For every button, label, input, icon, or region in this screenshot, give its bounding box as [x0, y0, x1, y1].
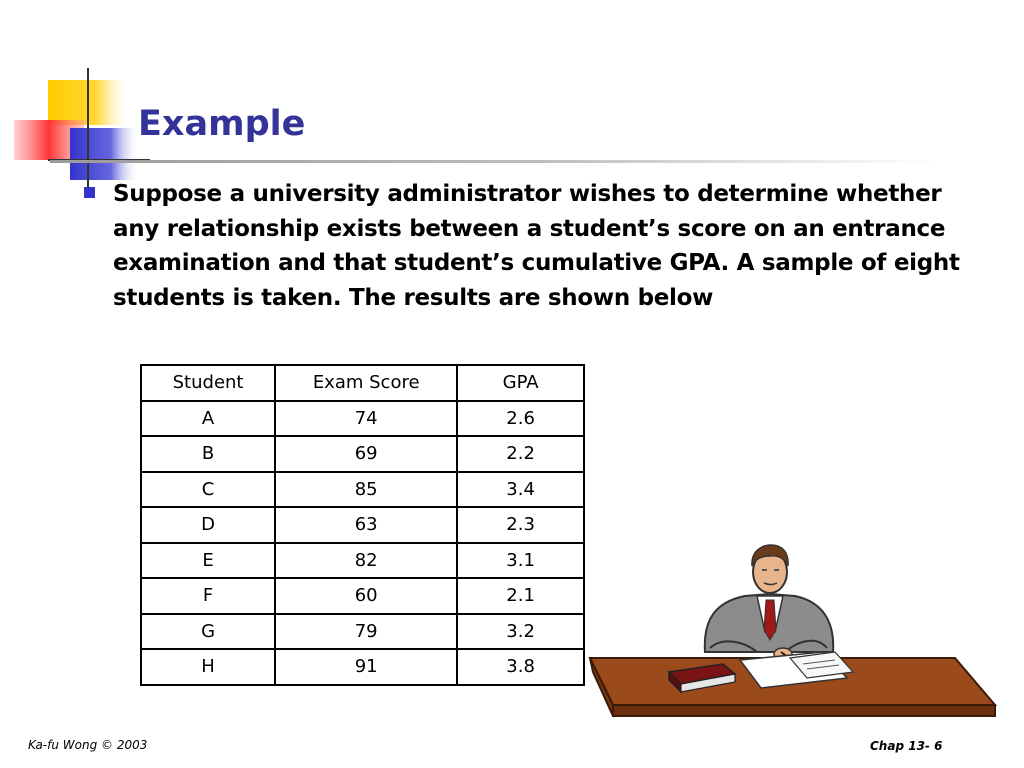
- cell-student: D: [141, 507, 275, 543]
- cell-student: C: [141, 472, 275, 508]
- cell-gpa: 3.1: [457, 543, 584, 579]
- corner-decoration-graphic: [0, 0, 150, 200]
- cell-student: G: [141, 614, 275, 650]
- table-row: [141, 472, 584, 508]
- footer-slide-number: Chap 13- 6: [870, 739, 943, 753]
- bullet-paragraph: Suppose a university administrator wishes to determine whether any relationship exists between a student’s score on an entrance examination and that student’s cumulative GPA. A sample of eight students is taken. The results are shown below: [113, 181, 960, 311]
- cell-exam-score: 69: [275, 436, 457, 472]
- title-underline-divider: [50, 160, 940, 163]
- table-row: [141, 507, 584, 543]
- cell-gpa: 2.2: [457, 436, 584, 472]
- cell-exam-score: 82: [275, 543, 457, 579]
- cell-exam-score: 60: [275, 578, 457, 614]
- header-gpa: GPA: [457, 365, 584, 401]
- businessman-at-desk-icon: [585, 540, 1000, 722]
- slide-title: Example: [138, 104, 306, 144]
- cell-student: B: [141, 436, 275, 472]
- cell-gpa: 3.8: [457, 649, 584, 685]
- footer-copyright: Ka-fu Wong © 2003: [28, 738, 148, 752]
- cell-gpa: 2.3: [457, 507, 584, 543]
- cell-student: F: [141, 578, 275, 614]
- table-row: [141, 578, 584, 614]
- student-scores-table: [140, 364, 585, 686]
- cell-gpa: 3.2: [457, 614, 584, 650]
- table-row: [141, 614, 584, 650]
- header-student: Student: [141, 365, 275, 401]
- cell-exam-score: 79: [275, 614, 457, 650]
- cell-student: E: [141, 543, 275, 579]
- square-bullet-icon: [84, 187, 95, 198]
- table-row: [141, 436, 584, 472]
- table-header-row: [141, 365, 584, 401]
- cell-exam-score: 85: [275, 472, 457, 508]
- table-row: [141, 543, 584, 579]
- cell-exam-score: 74: [275, 401, 457, 437]
- cell-gpa: 3.4: [457, 472, 584, 508]
- header-exam-score: Exam Score: [275, 365, 457, 401]
- cell-student: A: [141, 401, 275, 437]
- cell-gpa: 2.1: [457, 578, 584, 614]
- cell-student: H: [141, 649, 275, 685]
- cell-exam-score: 91: [275, 649, 457, 685]
- cell-gpa: 2.6: [457, 401, 584, 437]
- cell-exam-score: 63: [275, 507, 457, 543]
- table-row: [141, 401, 584, 437]
- table-row: [141, 649, 584, 685]
